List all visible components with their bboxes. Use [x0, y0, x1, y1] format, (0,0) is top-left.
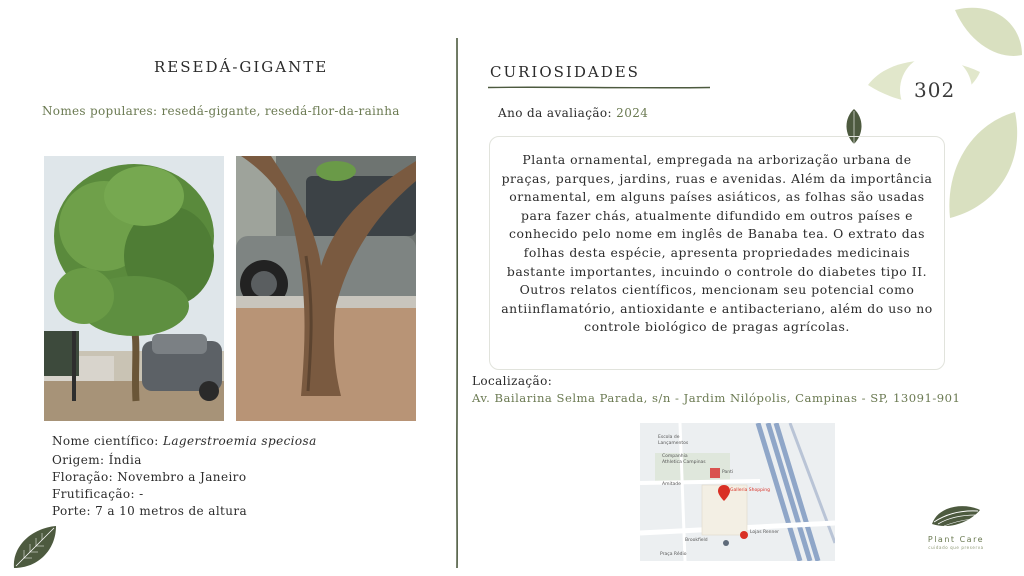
origin: Origem: Índia [52, 453, 142, 467]
curiosities-text: Planta ornamental, empregada na arborização urbana de praças, parques, jardins, ruas e avenidas. Além da importância ornamental, em alguns países asiáticos, as folhas são usadas para fazer chás, atualmente difundido em outros países e conhecido pelo nome em inglês de Banaba tea. O extrato das folhas desta espécie, apresenta propriedades medicinais bastante importantes, incuindo o controle do diabetes tipo II. Outros relatos científicos, mencionam seu potencial como antiinflamatório, antioxidante e antibacteriano, além do uso no controle biológico de pragas agrícolas. [489, 136, 945, 370]
year-label: Ano da avaliação: [498, 106, 617, 120]
evaluation-year [498, 106, 648, 120]
logo-name: Plant Care [927, 535, 985, 544]
decorative-leaf-bottom-left [10, 522, 60, 570]
map-label-lancamentos: Lançamentos [658, 441, 689, 446]
fruiting: Frutificação: - [52, 487, 144, 501]
plant-care-logo-icon [930, 502, 982, 532]
map-label-escola: Escola de [658, 435, 680, 440]
curiosities-heading: CURIOSIDADES [490, 63, 640, 81]
scientific-name-value: Lagerstroemia speciosa [162, 434, 317, 448]
map-label-brookfield: Brookfield [685, 538, 708, 543]
year-value: 2024 [616, 106, 649, 120]
popular-names: Nomes populares: resedá-gigante, resedá-flor-da-rainha [42, 104, 400, 118]
page-number: 302 [914, 78, 956, 102]
map-label-praca: Praça Rédio [660, 552, 687, 557]
map-label-galleria: Galleria Shopping [730, 488, 770, 493]
location-address: Av. Bailarina Selma Parada, s/n - Jardim Nilópolis, Campinas - SP, 13091-901 [472, 391, 961, 405]
map-label-renner: Lojas Renner [750, 530, 779, 535]
scientific-name-label: Nome científico: [52, 434, 163, 448]
flowering: Floração: Novembro a Janeiro [52, 470, 247, 484]
tree-trunk-photo [236, 156, 416, 421]
vertical-divider [455, 38, 459, 568]
heading-underline [488, 86, 710, 89]
map-label-amitade: Amitade [662, 482, 681, 487]
species-title: RESEDÁ-GIGANTE [154, 58, 329, 76]
species-details [52, 433, 317, 520]
tree-size: Porte: 7 a 10 metros de altura [52, 504, 248, 518]
location-map [640, 423, 835, 561]
map-label-athletica: Athletica Campinas [662, 460, 706, 465]
tree-photo-full [44, 156, 224, 421]
location-label: Localização: [472, 374, 553, 388]
map-label-panti: Panti [722, 470, 734, 475]
scientific-name-row [52, 433, 317, 450]
map-label-companhia: Companhia [662, 454, 688, 459]
logo-tagline: cuidado que preserva [928, 545, 984, 550]
